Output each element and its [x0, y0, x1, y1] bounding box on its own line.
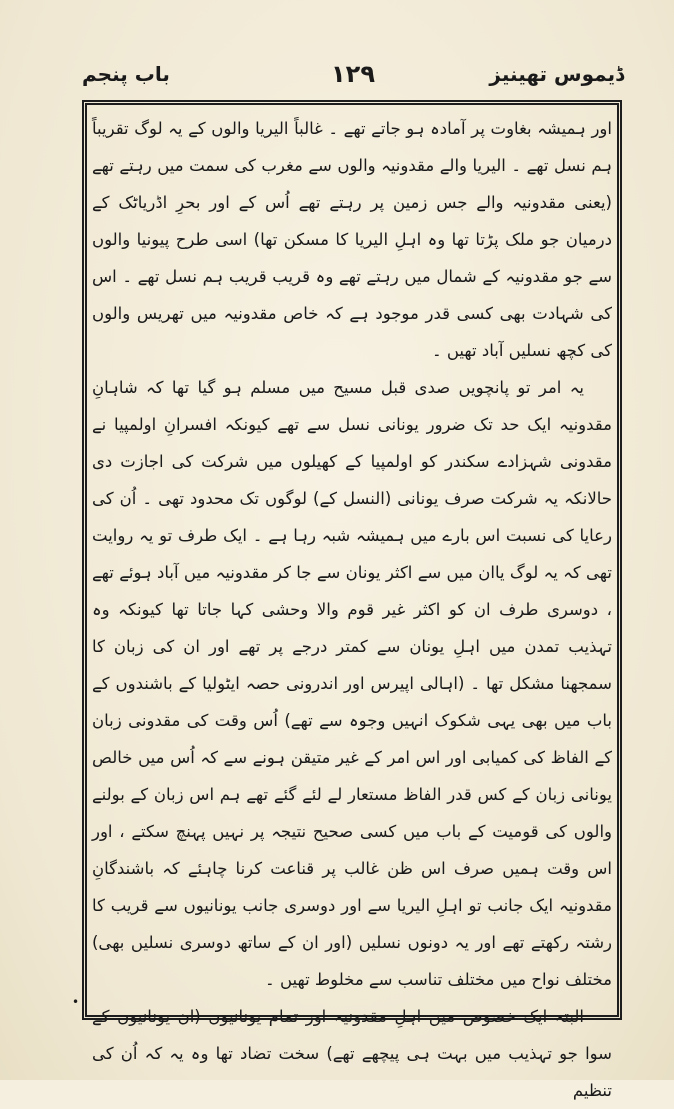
paragraph-2: یہ امر تو پانچویں صدی قبل مسیح میں مسلم ہو گیا تھا کہ شاہانِ مقدونیہ ایک حد تک ضرور یونانی نسل سے تھے کیونکہ افسرانِ اولمپیا نے مقدونی شہزادے سکندر کو اولمپیا کے کھیلوں میں شرکت کی اجازت دی حالانکہ یہ شرکت صرف یونانی (النسل کے) لوگوں تک محدود تھی ۔ اُن کی رعایا کی نسبت اس بارے میں ہمیشہ شبہ رہا ہے ۔ ایک طرف تو یہ روایت تھی کہ یہ لوگ یاان میں سے اکثر یونان سے جا کر مقدونیہ میں آباد ہوئے تھے ، دوسری طرف ان کو اکثر غیر قوم والا وحشی کہا جاتا تھا کیونکہ وہ تہذیب تمدن میں اہلِ یونان سے کمتر درجے پر تھے اور ان کی زبان کا سمجھنا مشکل تھا ۔ (اہالی اپیرس اور اندرونی حصہ ایٹولیا کے باشندوں کے باب میں بھی یہی شکوک انہیں وجوہ سے تھے) اُس وقت کی مقدونی زبان کے الفاظ کی کمیابی اور اس امر کے غیر متیقن ہونے سے کہ اُس میں خالص یونانی زبان کے کس قدر الفاظ مستعار لے لئے گئے تھے ہم اس زبان کے بولنے والوں کی قومیت کے باب میں کسی صحیح نتیجہ پر نہیں پہنچ سکتے ، اور اس وقت ہمیں صرف اس ظن غالب پر قناعت کرنا چاہئے کہ باشندگانِ مقدونیہ ایک جانب تو اہلِ الیریا سے اور دوسری جانب یونانیوں سے قریب کا رشتہ رکھتے تھے اور یہ دونوں نسلیں (اور ان کے ساتھ دوسری نسلیں بھی) مختلف نواح میں مختلف تناسب سے مخلوط تھیں ۔ — [92, 378, 612, 989]
running-head — [82, 58, 624, 98]
book-title: ڈیموس تھینیز — [489, 62, 624, 86]
chapter-label: باب پنجم — [82, 62, 170, 86]
paragraph-1: اور ہمیشہ بغاوت پر آمادہ ہو جاتے تھے ۔ غالباً الیریا والوں کے یہ لوگ تقریباً ہم نسل تھے ۔ الیریا والے مقدونیہ والوں سے مغرب کی سمت میں رہتے تھے (یعنی مقدونیہ والے جس زمین پر رہتے تھے اُس کے اور بحرِ اڈریاٹک کے درمیان جو ملک پڑتا تھا وہ اہلِ الیریا کا مسکن تھا) اسی طرح پیونیا والوں سے جو مقدونیہ کے شمال میں رہتے تھے وہ قریب قریب ہم نسل تھے ۔ اس کی شہادت بھی کسی قدر موجود ہے کہ خاص مقدونیہ میں تھریس والوں کی کچھ نسلیں آباد تھیں ۔ — [92, 119, 612, 360]
margin-dot: • — [72, 995, 80, 1009]
body-text — [92, 110, 612, 1100]
page-number: ۱۲۹ — [331, 60, 375, 88]
paragraph-3: البتہ ایک خصوص میں اہلِ مقدونیہ اور تمام یونانیوں (ان یونانیوں کے سوا جو تہذیب میں بہت ہی پیچھے تھے) سخت تضاد تھا وہ یہ کہ اُن کی تنظیم — [92, 1007, 612, 1100]
